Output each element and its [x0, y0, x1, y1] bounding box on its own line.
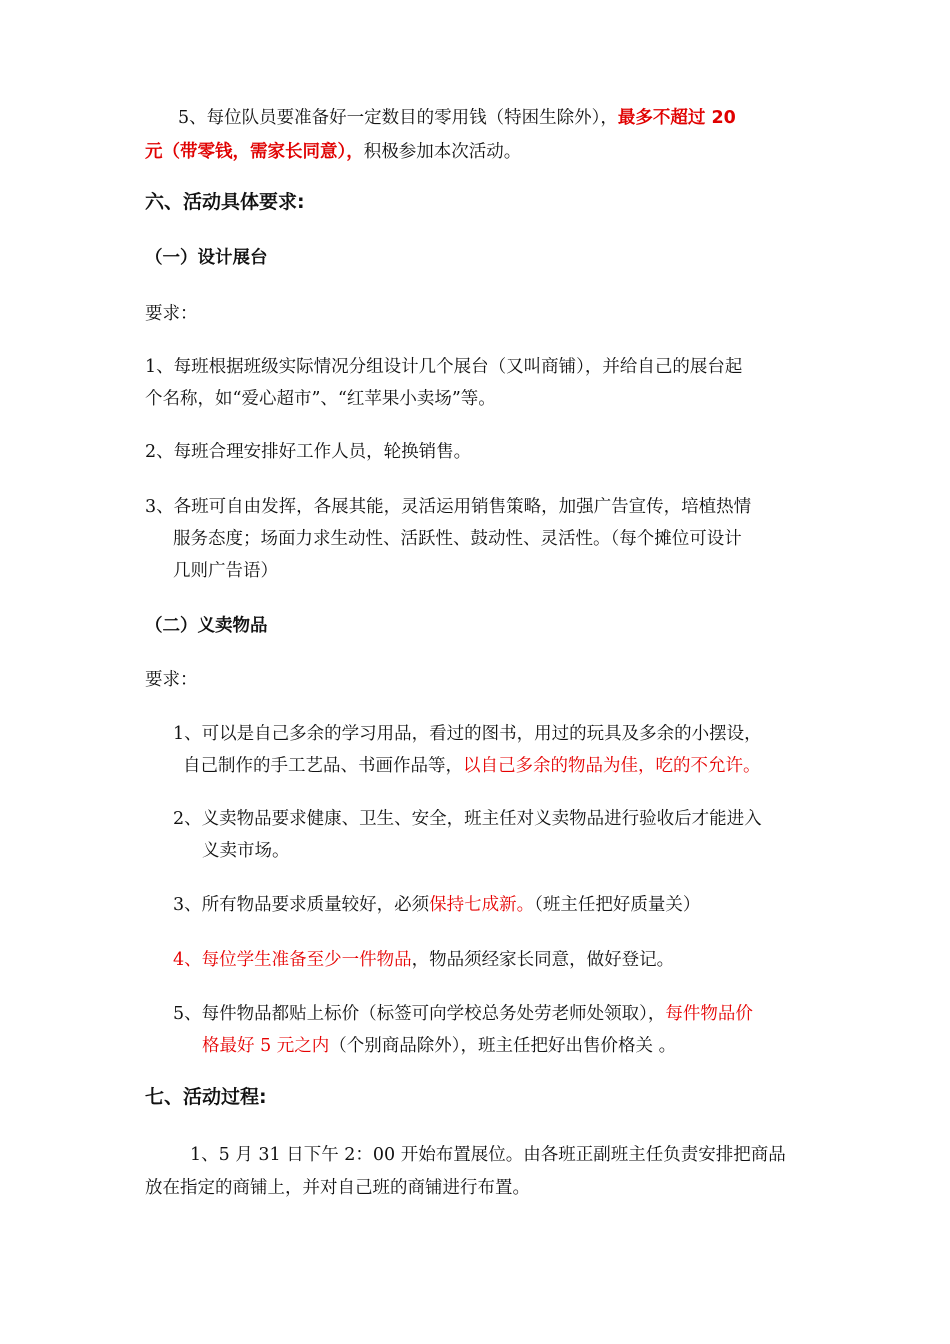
- goods-item-5-highlight-1: 每件物品价: [665, 1004, 753, 1024]
- goods-item-1-highlight: 以自己多余的物品为佳，吃的不允许。: [463, 756, 761, 776]
- goods-item-1-line-2: 自己制作的手工艺品、书画作品等，以自己多余的物品为佳，吃的不允许。: [183, 756, 761, 776]
- item-5-pocket-money-line-2: 元（带零钱，需家长同意），积极参加本次活动。: [145, 142, 522, 162]
- process-item-1-line-2: 放在指定的商铺上，并对自己班的商铺进行布置。: [145, 1178, 530, 1198]
- item-5-pocket-money-line-1: 5、每位队员要准备好一定数目的零用钱（特困生除外），最多不超过 20: [178, 108, 736, 128]
- booth-item-1-line-2: 个名称，如“爱心超市”、“红苹果小卖场”等。: [145, 389, 496, 409]
- goods-item-2-line-1: 2、义卖物品要求健康、卫生、安全，班主任对义卖物品进行验收后才能进入: [173, 809, 762, 829]
- goods-item-3: 3、所有物品要求质量较好，必须保持七成新。（班主任把好质量关）: [173, 895, 701, 915]
- booth-item-1-line-1: 1、每班根据班级实际情况分组设计几个展台（又叫商铺），并给自己的展台起: [145, 357, 743, 377]
- booth-item-3-line-3: 几则广告语）: [173, 561, 278, 581]
- booth-item-3-line-2: 服务态度；场面力求生动性、活跃性、鼓动性、灵活性。（每个摊位可设计: [173, 529, 742, 549]
- goods-item-3-highlight: 保持七成新。: [429, 895, 535, 915]
- pocket-money-note: 元（带零钱，需家长同意），: [145, 142, 364, 162]
- section-7-heading: 七、活动过程:: [145, 1086, 267, 1108]
- goods-item-5-highlight-2: 格最好 5 元之内: [202, 1036, 330, 1056]
- goods-item-2-line-2: 义卖市场。: [202, 841, 290, 861]
- goods-item-4-highlight: 4、每位学生准备至少一件物品: [173, 950, 412, 970]
- process-item-1-line-1: 1、5 月 31 日下午 2：00 开始布置展位。由各班正副班主任负责安排把商品: [190, 1145, 786, 1165]
- section-6-heading: 六、活动具体要求:: [145, 191, 305, 213]
- subsection-2-heading: （二）义卖物品: [145, 616, 268, 636]
- booth-item-3-line-1: 3、各班可自由发挥，各展其能，灵活运用销售策略，加强广告宣传，培植热情: [145, 497, 752, 517]
- goods-item-1-line-1: 1、可以是自己多余的学习用品，看过的图书，用过的玩具及多余的小摆设，: [173, 724, 762, 744]
- pocket-money-limit: 最多不超过 20: [617, 108, 736, 128]
- goods-item-5-line-1: 5、每件物品都贴上标价（标签可向学校总务处劳老师处领取），每件物品价: [173, 1004, 753, 1024]
- goods-item-5-line-2: 格最好 5 元之内（个别商品除外），班主任把好出售价格关 。: [202, 1036, 677, 1056]
- subsection-1-requirements-label: 要求：: [145, 304, 198, 324]
- goods-item-4: 4、每位学生准备至少一件物品，物品须经家长同意，做好登记。: [173, 950, 675, 970]
- booth-item-2: 2、每班合理安排好工作人员，轮换销售。: [145, 442, 472, 462]
- subsection-2-requirements-label: 要求：: [145, 670, 198, 690]
- subsection-1-heading: （一）设计展台: [145, 248, 268, 268]
